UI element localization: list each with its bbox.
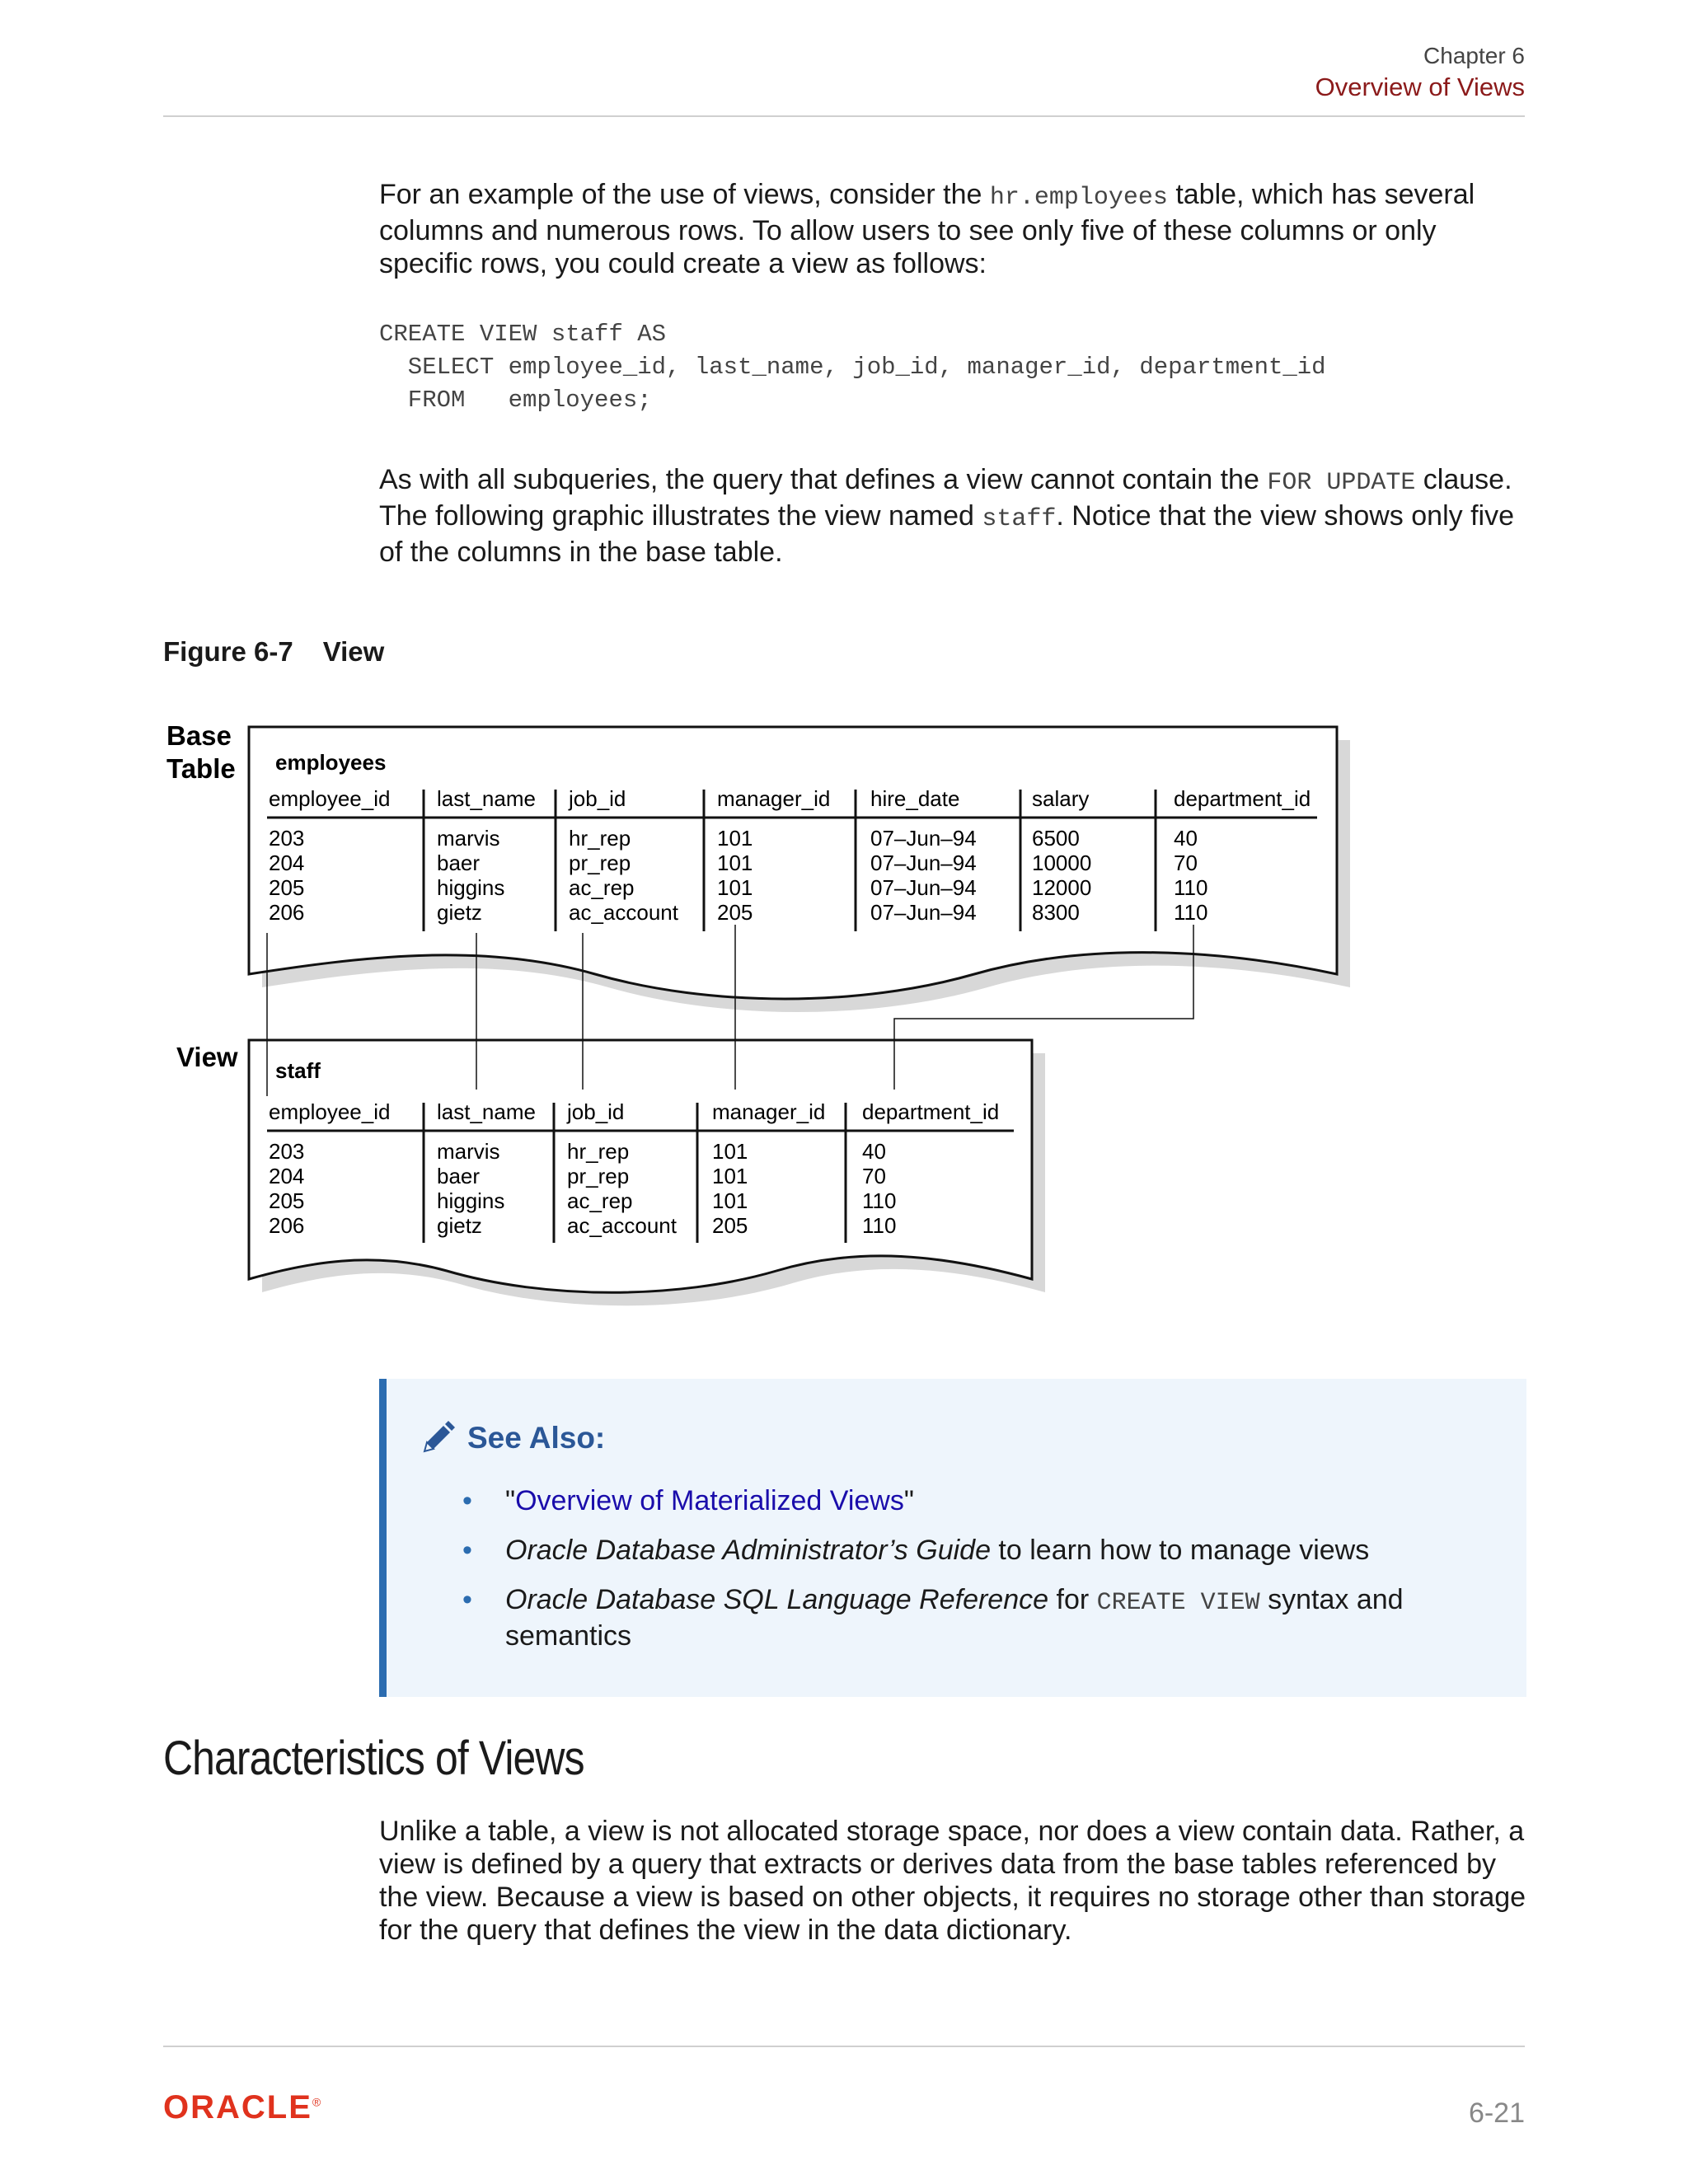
base-cell: ac_account <box>569 900 678 925</box>
view-table-name: staff <box>275 1058 321 1083</box>
figure-caption <box>163 636 414 668</box>
staff-code: staff <box>982 505 1057 533</box>
base-header-manager-id: manager_id <box>717 786 831 811</box>
oracle-logo: ORACLE® <box>163 2089 323 2125</box>
base-table-name: employees <box>275 750 387 775</box>
view-cell: 206 <box>269 1213 305 1238</box>
page-number: 6-21 <box>1468 2097 1525 2129</box>
see-also-item: • "Overview of Materialized Views" <box>462 1485 914 1516</box>
base-cell: gietz <box>437 900 482 925</box>
bullet-icon: • <box>462 1485 472 1516</box>
see-also-item3-text: syntax and semantics <box>505 1584 1404 1652</box>
base-cell: 07–Jun–94 <box>870 900 977 925</box>
pencil-icon <box>420 1420 456 1456</box>
intro-text-b: table, which has several columns and numerous rows. To allow users to see only five of these columns or only specific rows, you could create a view as follows: <box>379 179 1475 279</box>
view-label: View <box>176 1042 238 1072</box>
view-cell: 205 <box>269 1188 305 1213</box>
base-cell: baer <box>437 851 481 875</box>
base-cell: 07–Jun–94 <box>870 826 977 851</box>
intro-code: hr.employees <box>989 184 1168 212</box>
materialized-views-link[interactable]: Overview of Materialized Views <box>515 1485 904 1516</box>
see-also-list <box>462 1484 1484 1669</box>
base-cell: 110 <box>1174 875 1208 900</box>
view-cell: 101 <box>712 1164 748 1188</box>
section-heading: Characteristics of Views <box>163 1732 584 1785</box>
oracle-logo-text: ORACLE <box>163 2089 312 2125</box>
intro-paragraph <box>379 178 1526 280</box>
view-diagram <box>157 709 1360 1319</box>
see-also-item <box>462 1534 1484 1567</box>
subquery-paragraph <box>379 463 1526 569</box>
view-cell: 204 <box>269 1164 305 1188</box>
create-view-sql: CREATE VIEW staff AS SELECT employee_id, last_name, job_id, manager_id, department_id FROM employees; <box>379 321 1326 414</box>
view-header-department-id: department_id <box>862 1099 1000 1124</box>
view-cell: hr_rep <box>567 1139 630 1164</box>
base-header-employee-id: employee_id <box>269 786 391 811</box>
view-cell: marvis <box>437 1139 500 1164</box>
base-cell: 110 <box>1174 900 1208 925</box>
intro-text-a: For an example of the use of views, consider the <box>379 179 990 210</box>
view-cell: higgins <box>437 1188 505 1213</box>
characteristics-text: Unlike a table, a view is not allocated storage space, nor does a view contain data. Rather, a view is defined by a query that extracts or derives data from the base tables referenced by the view. Because a view is based on other objects, it requires no storage other than storage for the query that defines the view in the data dictionary. <box>379 1816 1526 1946</box>
base-cell: 8300 <box>1032 900 1080 925</box>
view-cell: 40 <box>862 1139 886 1164</box>
view-cell: 205 <box>712 1213 748 1238</box>
view-header-last-name: last_name <box>437 1099 536 1124</box>
view-cell: ac_rep <box>567 1188 633 1213</box>
footer-rule <box>163 2046 1525 2047</box>
view-header-job-id: job_id <box>567 1099 625 1124</box>
view-cell: 203 <box>269 1139 305 1164</box>
base-cell: 12000 <box>1032 875 1092 900</box>
chapter-number: Chapter 6 <box>1423 43 1525 68</box>
para2-text-c: . Notice that the view shows only five of the columns in the base table. <box>379 500 1514 568</box>
code-block <box>379 318 1326 417</box>
view-cell: 110 <box>862 1213 897 1238</box>
base-label-1: Base <box>166 720 232 751</box>
base-cell: 101 <box>717 826 753 851</box>
base-cell: 07–Jun–94 <box>870 875 977 900</box>
base-cell: 101 <box>717 875 753 900</box>
view-cell: 101 <box>712 1188 748 1213</box>
view-table-frame <box>249 1040 1032 1292</box>
base-cell: 40 <box>1174 826 1198 851</box>
see-also-label: See Also: <box>467 1421 606 1455</box>
bullet-icon: • <box>462 1584 472 1615</box>
see-also-item3-for: for <box>1048 1584 1097 1615</box>
base-cell: 205 <box>717 900 753 925</box>
base-cell: 205 <box>269 875 305 900</box>
view-cell: gietz <box>437 1213 482 1238</box>
view-cell: ac_account <box>567 1213 677 1238</box>
figure-number: Figure 6-7 <box>163 636 293 667</box>
base-header-hire-date: hire_date <box>870 786 960 811</box>
base-header-job-id: job_id <box>569 786 626 811</box>
base-cell: hr_rep <box>569 826 631 851</box>
header-rule <box>163 115 1525 117</box>
chapter-section-title: Overview of Views <box>1315 73 1525 101</box>
base-cell: 6500 <box>1032 826 1080 851</box>
see-also-box <box>379 1379 1526 1697</box>
base-cell: higgins <box>437 875 505 900</box>
figure-title: View <box>322 636 385 667</box>
view-header-employee-id: employee_id <box>269 1099 391 1124</box>
running-header <box>1315 41 1525 104</box>
base-cell: 204 <box>269 851 305 875</box>
base-label-2: Table <box>166 753 236 784</box>
base-header-salary: salary <box>1032 786 1090 811</box>
base-header-last-name: last_name <box>437 786 536 811</box>
bullet-icon: • <box>462 1535 472 1566</box>
para2-text-a: As with all subqueries, the query that defines a view cannot contain the <box>379 464 1268 495</box>
base-cell: 206 <box>269 900 305 925</box>
view-cell: 101 <box>712 1139 748 1164</box>
base-cell: 203 <box>269 826 305 851</box>
base-cell: 70 <box>1174 851 1198 875</box>
view-cell: baer <box>437 1164 481 1188</box>
base-cell: 07–Jun–94 <box>870 851 977 875</box>
view-header-manager-id: manager_id <box>712 1099 826 1124</box>
view-cell: 70 <box>862 1164 886 1188</box>
base-cell: marvis <box>437 826 500 851</box>
admin-guide-title: Oracle Database Administrator’s Guide <box>505 1535 991 1566</box>
base-cell: 101 <box>717 851 753 875</box>
see-also-item2-text: to learn how to manage views <box>990 1535 1370 1566</box>
base-cell: pr_rep <box>569 851 631 875</box>
base-header-department-id: department_id <box>1174 786 1311 811</box>
sql-reference-title: Oracle Database SQL Language Reference <box>505 1584 1049 1615</box>
see-also-item <box>462 1583 1484 1652</box>
view-cell: pr_rep <box>567 1164 630 1188</box>
create-view-code: CREATE VIEW <box>1096 1589 1260 1617</box>
see-also-header <box>420 1420 605 1456</box>
view-cell: 110 <box>862 1188 897 1213</box>
for-update-code: FOR UPDATE <box>1267 469 1416 497</box>
base-cell: 10000 <box>1032 851 1092 875</box>
characteristics-paragraph <box>379 1815 1526 1947</box>
para2-text-b: clause. The following graphic illustrates the view named <box>379 464 1512 532</box>
base-cell: ac_rep <box>569 875 635 900</box>
